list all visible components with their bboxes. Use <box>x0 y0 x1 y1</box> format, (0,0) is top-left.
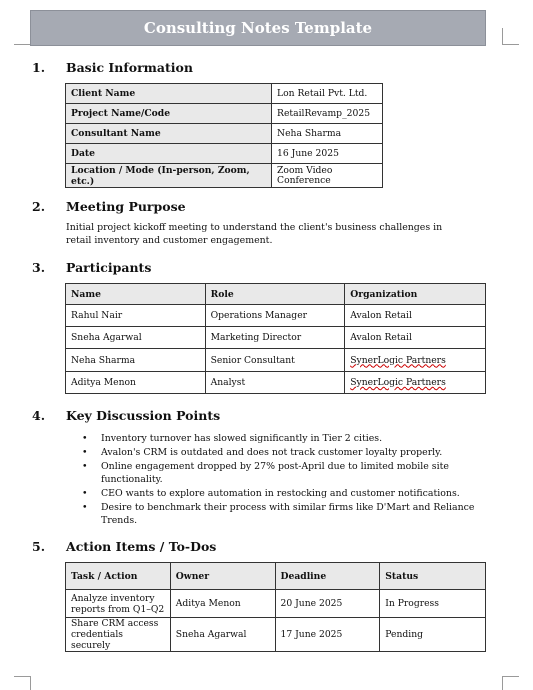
table-row <box>66 349 486 372</box>
crop-mark-top-left <box>14 28 31 45</box>
table-cell: Analyze inventory reports from Q1–Q2 <box>66 590 171 618</box>
section-basic-information <box>32 60 193 75</box>
list-item <box>82 446 482 459</box>
table-cell: Aditya Menon <box>66 372 206 394</box>
crop-mark-bottom-left <box>14 676 31 690</box>
crop-mark-bottom-right <box>502 676 519 690</box>
table-cell: Sneha Agarwal <box>170 618 275 652</box>
column-header: Task / Action <box>66 563 171 590</box>
section-number: 3. <box>32 260 46 275</box>
table-cell: Avalon Retail <box>345 327 486 349</box>
table-cell: Share CRM access credentials securely <box>66 618 171 652</box>
basic-info-table <box>65 83 383 188</box>
section-number: 1. <box>32 60 46 75</box>
section-key-discussion-points <box>32 408 220 423</box>
list-item-text: Inventory turnover has slowed significantly in Tier 2 cities. <box>101 433 383 444</box>
bullet-icon: • <box>82 488 88 499</box>
column-header: Owner <box>170 563 275 590</box>
table-cell: Avalon Retail <box>345 305 486 327</box>
section-title: Basic Information <box>66 60 193 75</box>
table-row <box>66 124 383 144</box>
section-number: 2. <box>32 199 46 214</box>
table-cell-text: SynerLogic Partners <box>350 377 446 388</box>
bullet-icon: • <box>82 433 88 444</box>
table-row <box>66 327 486 349</box>
section-number: 4. <box>32 408 46 423</box>
info-value: Neha Sharma <box>272 124 383 144</box>
meeting-purpose-text: Initial project kickoff meeting to understand the client's business challenges in retail inventory and customer engagement. <box>66 222 443 246</box>
table-header-row <box>66 284 486 305</box>
list-item <box>82 487 482 500</box>
list-item-text: Desire to benchmark their process with similar firms like D'Mart and Reliance Trends. <box>101 502 475 526</box>
table-cell: Rahul Nair <box>66 305 206 327</box>
column-header: Organization <box>345 284 486 305</box>
table-row <box>66 372 486 394</box>
section-participants <box>32 260 151 275</box>
info-value: Zoom Video Conference <box>272 164 383 188</box>
table-row <box>66 164 383 188</box>
info-label: Location / Mode (In-person, Zoom, etc.) <box>66 164 272 188</box>
bullet-icon: • <box>82 447 88 458</box>
column-header: Name <box>66 284 206 305</box>
table-row <box>66 144 383 164</box>
info-value: Lon Retail Pvt. Ltd. <box>272 84 383 104</box>
table-row <box>66 104 383 124</box>
table-cell: Neha Sharma <box>66 349 206 372</box>
table-row <box>66 84 383 104</box>
column-header: Deadline <box>275 563 380 590</box>
table-cell: Marketing Director <box>205 327 345 349</box>
table-cell <box>345 372 486 394</box>
info-value: 16 June 2025 <box>272 144 383 164</box>
section-meeting-purpose <box>32 199 186 214</box>
bullet-icon: • <box>82 502 88 513</box>
table-cell <box>345 349 486 372</box>
document-title: Consulting Notes Template <box>143 19 373 37</box>
table-cell: Pending <box>380 618 486 652</box>
action-items-table <box>65 562 486 652</box>
column-header: Role <box>205 284 345 305</box>
participants-table <box>65 283 486 394</box>
section-title: Participants <box>66 260 152 275</box>
discussion-points-list <box>82 432 482 528</box>
table-cell: Analyst <box>205 372 345 394</box>
document-title-banner <box>30 10 486 46</box>
info-label: Consultant Name <box>66 124 272 144</box>
list-item-text: Online engagement dropped by 27% post-April due to limited mobile site functionality. <box>101 461 449 485</box>
table-row <box>66 618 486 652</box>
table-cell: Senior Consultant <box>205 349 345 372</box>
info-label: Date <box>66 144 272 164</box>
section-number: 5. <box>32 539 46 554</box>
bullet-icon: • <box>82 461 88 472</box>
table-row <box>66 590 486 618</box>
list-item <box>82 501 482 527</box>
crop-mark-top-right <box>502 28 519 45</box>
column-header: Status <box>380 563 486 590</box>
table-cell: 20 June 2025 <box>275 590 380 618</box>
info-value: RetailRevamp_2025 <box>272 104 383 124</box>
table-cell: Sneha Agarwal <box>66 327 206 349</box>
table-cell-text: SynerLogic Partners <box>350 354 446 366</box>
table-header-row <box>66 563 486 590</box>
list-item-text: Avalon's CRM is outdated and does not track customer loyalty properly. <box>101 447 443 458</box>
table-cell: Aditya Menon <box>170 590 275 618</box>
table-cell: Operations Manager <box>205 305 345 327</box>
list-item-text: CEO wants to explore automation in restocking and customer notifications. <box>101 488 460 499</box>
list-item <box>82 432 482 445</box>
table-cell: 17 June 2025 <box>275 618 380 652</box>
list-item <box>82 460 482 486</box>
section-action-items <box>32 539 216 554</box>
section-title: Action Items / To-Dos <box>66 539 217 554</box>
table-cell: In Progress <box>380 590 486 618</box>
table-row <box>66 305 486 327</box>
section-title: Key Discussion Points <box>66 408 221 423</box>
info-label: Project Name/Code <box>66 104 272 124</box>
info-label: Client Name <box>66 84 272 104</box>
section-title: Meeting Purpose <box>66 199 186 214</box>
